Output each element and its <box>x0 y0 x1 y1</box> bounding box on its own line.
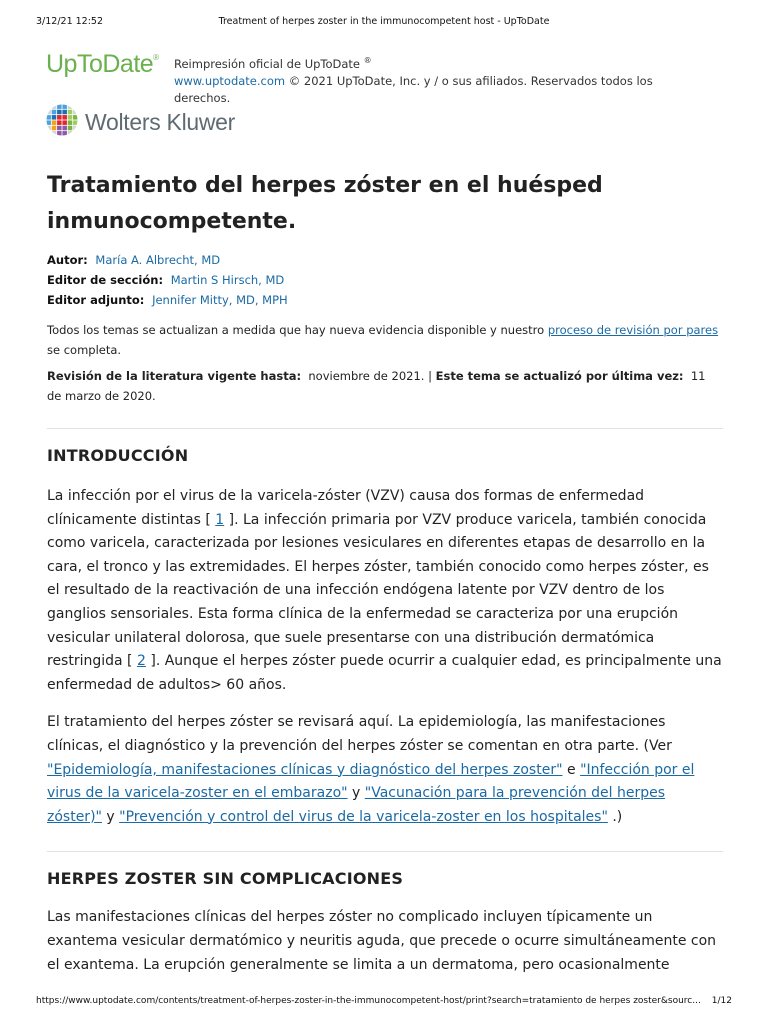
wk-mark-tile <box>73 110 78 115</box>
review-dates <box>47 366 723 406</box>
wk-mark-tile <box>68 104 73 109</box>
intro-paragraph-2: El tratamiento del herpes zóster se revisará aquí. La epidemiología, las manifestaciones clínicas, el diagnóstico y la prevención del herpes zóster se comentan en otra parte. (Ver "Epidemiología, manifestaciones clínicas y diagnóstico del herpes zoster" e "Infección por el virus de la varicela-zoster en el embarazo" y "Vacunación para la prevención del herpes zóster)" y "Prevención y control del virus de la varicela-zoster en los hospitales" .) <box>47 714 695 825</box>
author-link[interactable]: María A. Albrecht, MD <box>95 253 221 267</box>
wk-mark-tile <box>57 131 62 136</box>
intro-paragraph-1: La infección por el virus de la varicela-zóster (VZV) causa dos formas de enfermedad clínicamente distintas [ 1 ]. La infección primaria por VZV produce varicela, también conocida como varicela, caracterizada por lesiones vesiculares en diferentes etapas de desarrollo en la cara, el tronco y las extremidades. El herpes zóster, también conocido como herpes zóster, es el resultado de la reactivación de una infección endógena latente por VZV dentro de los ganglios sensoriales. Esta forma clínica de la enfermedad se caracteriza por una erupción vesicular unilateral dolorosa, que suele presentarse con una distribución dermatómica restringida [ 2 ]. Aunque el herpes zóster puede ocurrir a cualquier edad, es principalmente una enfermedad de adultos> 60 años. <box>47 488 722 693</box>
section-heading-intro: INTRODUCCIÓN <box>47 446 189 465</box>
page-number: 1/12 <box>711 996 732 1006</box>
peer-review-link[interactable]: proceso de revisión por pares <box>547 323 719 337</box>
publisher-name: Wolters Kluwer <box>85 109 236 135</box>
wk-mark-tile <box>73 120 78 125</box>
wk-mark-tile <box>57 104 62 109</box>
print-title: Treatment of herpes zoster in the immunocompetent host - UpToDate <box>218 16 550 27</box>
wk-mark-tile <box>62 131 67 136</box>
wk-mark-tile <box>46 110 51 115</box>
article <box>47 168 723 977</box>
brand-header <box>46 50 706 105</box>
wolters-kluwer-mark-icon <box>46 104 78 136</box>
reference-link-1[interactable]: 1 <box>215 511 225 528</box>
wk-mark-tile <box>57 120 62 125</box>
article-authors <box>47 250 723 310</box>
wk-mark-tile <box>68 110 73 115</box>
reference-link-2[interactable]: 2 <box>136 653 146 670</box>
wk-mark-tile <box>46 131 51 136</box>
lit-review-label: Revisión de la literatura vigente hasta: <box>47 369 302 383</box>
divider <box>47 428 723 429</box>
wk-mark-tile <box>57 110 62 115</box>
wk-mark-tile <box>62 110 67 115</box>
reprint-line: Reimpresión oficial de UpToDate <box>174 56 360 71</box>
wk-mark-tile <box>46 104 51 109</box>
wk-mark-tile <box>68 120 73 125</box>
topic-link-vaccination[interactable]: "Vacunación para la prevención del herpes zóster)" <box>47 785 666 825</box>
site-link[interactable]: www.uptodate.com <box>174 73 286 88</box>
deputy-editor-link[interactable]: Jennifer Mitty, MD, MPH <box>152 293 288 307</box>
last-updated-label: Este tema se actualizó por última vez: <box>435 369 684 383</box>
article-title: Tratamiento del herpes zóster en el huésped inmunocompetente. <box>47 173 603 234</box>
uptodate-logo[interactable]: UpToDate® <box>46 50 159 78</box>
reprint-notice: Reimpresión oficial de UpToDate ® www.uptodate.com © 2021 UpToDate, Inc. y / o sus afiliados. Reservados todos los derechos. <box>174 56 653 105</box>
wk-mark-tile <box>62 120 67 125</box>
wk-mark-tile <box>52 120 57 125</box>
wk-mark-tile <box>52 115 57 120</box>
wk-mark-tile <box>68 131 73 136</box>
last-updated-date: 11 de marzo de 2020. <box>47 369 706 403</box>
section-heading-uncomplicated: HERPES ZOSTER SIN COMPLICACIONES <box>47 869 404 889</box>
copyright-text: © 2021 UpToDate, Inc. y / o sus afiliados. Reservados todos los derechos. <box>174 73 653 105</box>
uncomplicated-paragraph-1: Las manifestaciones clínicas del herpes zóster no complicado incluyen típicamente un exantema vesicular dermatómico y neuritis aguda, que precede o ocurre simultáneamente con el exantema. La erupción generalmente se limita a un dermatoma, pero ocasionalmente <box>47 909 717 973</box>
wk-mark-tile <box>52 110 57 115</box>
topic-link-hospital-control[interactable]: "Prevención y control del virus de la varicela-zoster en los hospitales" <box>119 808 608 825</box>
wk-mark-tile <box>57 115 62 120</box>
wk-mark-tile <box>73 131 78 136</box>
wk-mark-tile <box>46 126 51 131</box>
wk-mark-tile <box>57 126 62 131</box>
wk-mark-tile <box>73 115 78 120</box>
wk-mark-tile <box>73 104 78 109</box>
wk-mark-tile <box>73 126 78 131</box>
author-row: Autor: María A. Albrecht, MD <box>47 253 221 267</box>
wk-mark-tile <box>62 126 67 131</box>
page-url: https://www.uptodate.com/contents/treatment-of-herpes-zoster-in-the-immunocompetent-host/print?search=tratamiento de herpes zoster&sourc... <box>36 996 701 1006</box>
wk-mark-tile <box>46 120 51 125</box>
wk-mark-tile <box>62 115 67 120</box>
wk-mark-tile <box>68 115 73 120</box>
topic-link-pregnancy[interactable]: "Infección por el virus de la varicela-zoster en el embarazo" <box>47 761 695 802</box>
print-header <box>36 16 732 30</box>
print-datetime: 3/12/21 12:52 <box>36 16 104 27</box>
wk-mark-tile <box>62 104 67 109</box>
wk-mark-tile <box>52 104 57 109</box>
divider <box>47 851 723 852</box>
wk-mark-tile <box>46 115 51 120</box>
topic-link-epidemiology[interactable]: "Epidemiología, manifestaciones clínicas y diagnóstico del herpes zoster" <box>47 761 563 778</box>
lit-review-date: noviembre de 2021. | <box>308 369 432 383</box>
print-footer <box>36 996 732 1008</box>
update-note: Todos los temas se actualizan a medida que hay nueva evidencia disponible y nuestro proceso de revisión por pares se completa. <box>47 323 719 357</box>
section-editor-row: Editor de sección: Martin S Hirsch, MD <box>47 273 285 287</box>
wk-mark-tile <box>52 131 57 136</box>
deputy-editor-row: Editor adjunto: Jennifer Mitty, MD, MPH <box>47 293 288 307</box>
section-editor-link[interactable]: Martin S Hirsch, MD <box>170 273 285 287</box>
wk-mark-tile <box>68 126 73 131</box>
wk-mark-tile <box>52 126 57 131</box>
